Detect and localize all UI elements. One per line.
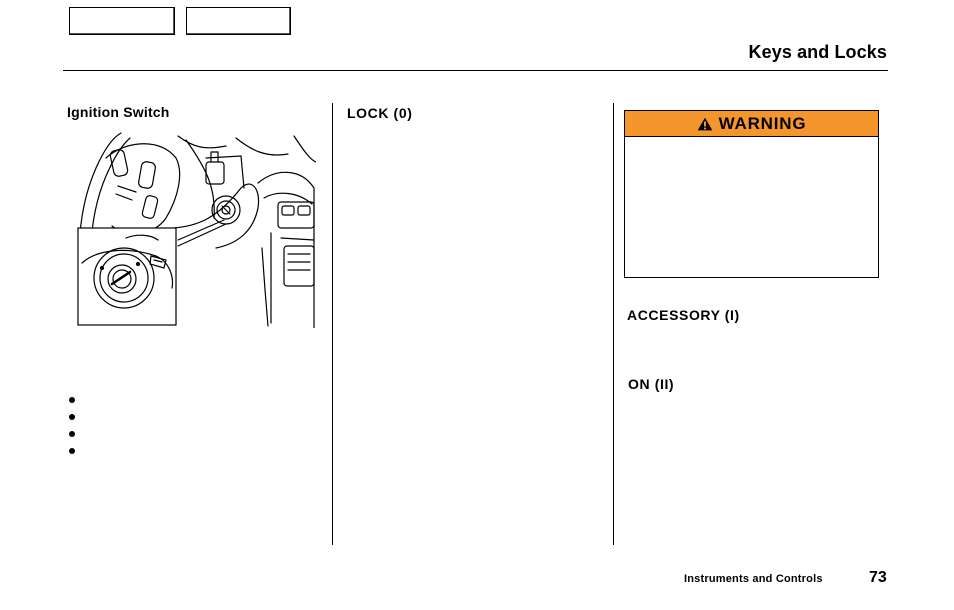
warning-box: [624, 110, 879, 278]
footer-section-title: Instruments and Controls: [684, 573, 823, 585]
page-number: 73: [869, 569, 887, 586]
nav-button-main-menu[interactable]: [69, 7, 175, 35]
header-divider: [63, 70, 888, 71]
lock-position-heading: LOCK (0): [347, 105, 413, 121]
bullet-icon: [69, 414, 75, 420]
column-divider-left: [332, 103, 333, 545]
warning-triangle-icon: [697, 117, 713, 131]
warning-banner: [625, 111, 878, 137]
bullet-icon: [69, 431, 75, 437]
bullet-icon: [69, 448, 75, 454]
nav-button-section-index[interactable]: [186, 7, 291, 35]
accessory-position-heading: ACCESSORY (I): [627, 307, 740, 323]
warning-label: WARNING: [718, 113, 807, 133]
page-title: Keys and Locks: [748, 42, 887, 62]
ignition-switch-heading: Ignition Switch: [67, 104, 170, 120]
bullet-icon: [69, 397, 75, 403]
ignition-switch-illustration: [66, 128, 316, 328]
on-position-heading: ON (II): [628, 376, 675, 392]
column-divider-right: [613, 103, 614, 545]
